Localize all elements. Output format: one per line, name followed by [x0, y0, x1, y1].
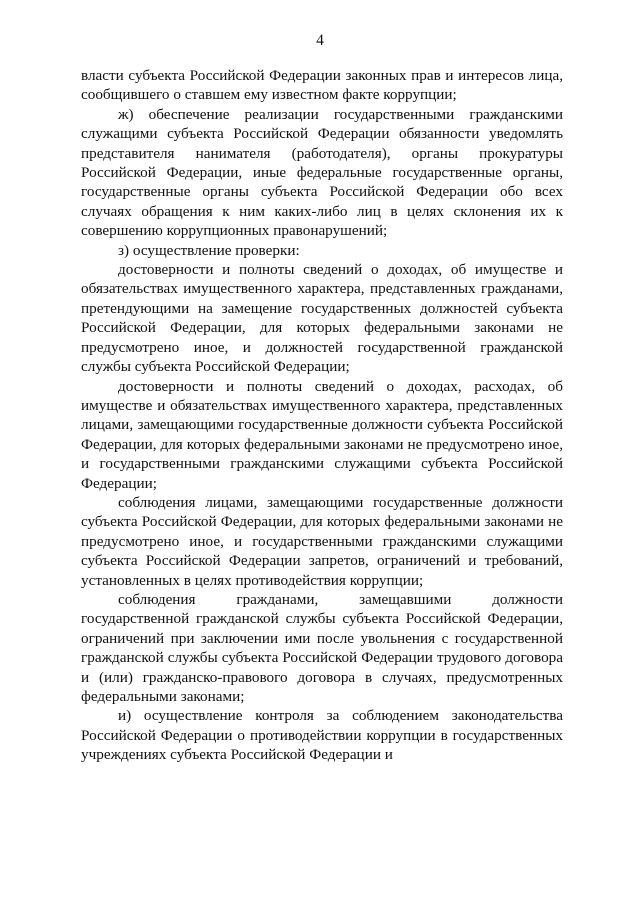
paragraph: ж) обеспечение реализации государственными гражданскими служащими субъекта Российской Федерации обязанности уведомлять представителя нанимателя (работодателя), органы прокуратуры Российской Федерации, иные федеральные государственные органы, государственные органы субъекта Российской Федерации обо всех случаях обращения к ним каких-либо лиц в целях склонения их к совершению коррупционных правонарушений;	[81, 105, 563, 240]
paragraph: соблюдения гражданами, замещавшими должности государственной гражданской службы субъекта Российской Федерации, ограничений при заключении ими после увольнения с государственной гражданской службы субъекта Российской Федерации трудового договора и (или) гражданско-правового договора в случаях, предусмотренных федеральными законами;	[81, 590, 563, 705]
paragraph: и) осуществление контроля за соблюдением законодательства Российской Федерации о противодействии коррупции в государственных учреждениях субъекта Российской Федерации и	[81, 707, 563, 764]
paragraph: власти субъекта Российской Федерации законных прав и интересов лица, сообщившего о ставшем ему известном факте коррупции;	[81, 67, 563, 104]
paragraph: з) осуществление проверки:	[118, 241, 300, 259]
document-body	[81, 66, 563, 765]
paragraph: соблюдения лицами, замещающими государственные должности субъекта Российской Федерации, для которых федеральными законами не предусмотрено иное, и государственными гражданскими служащими субъекта Российской Федерации запретов, ограничений и требований, установленных в целях противодействия коррупции;	[81, 493, 563, 589]
page-number: 4	[316, 32, 324, 49]
paragraph: достоверности и полноты сведений о доходах, об имуществе и обязательствах имущественного характера, представленных гражданами, претендующими на замещение государственных должностей субъекта Российской Федерации, для которых федеральными законами не предусмотрено иное, и должностей государственной гражданской службы субъекта Российской Федерации;	[81, 261, 563, 376]
paragraph: достоверности и полноты сведений о доходах, расходах, об имуществе и обязательствах имущественного характера, представленных лицами, замещающими государственные должности субъекта Российской Федерации, для которых федеральными законами не предусмотрено иное, и государственными гражданскими служащими субъекта Российской Федерации;	[81, 377, 563, 492]
